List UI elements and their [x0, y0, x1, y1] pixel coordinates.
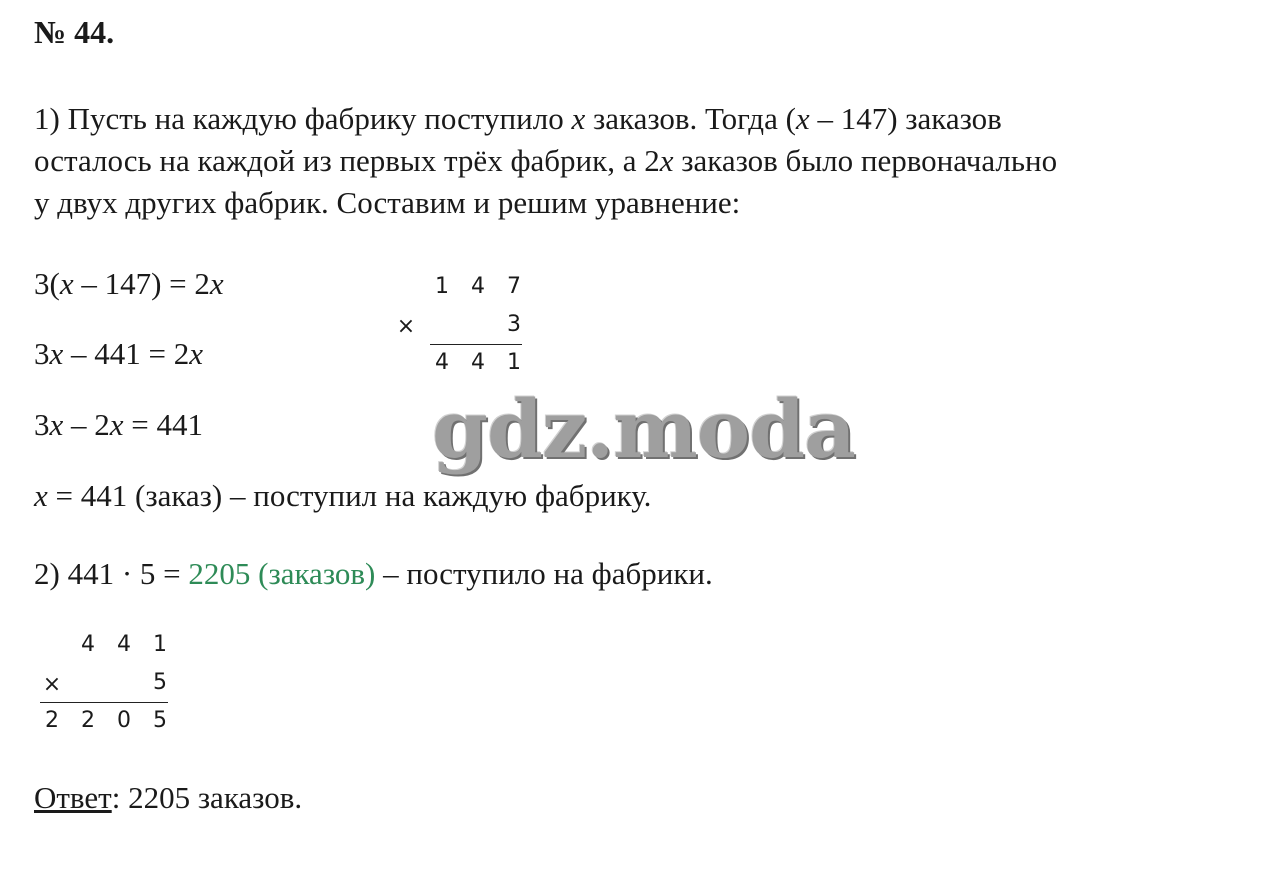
- digit: 4: [471, 350, 485, 375]
- equation-2: [34, 336, 203, 372]
- variable-x: x: [209, 266, 224, 301]
- variable-x: x: [49, 336, 64, 371]
- eq-text: – 2: [63, 407, 110, 442]
- digit: 5: [153, 670, 167, 695]
- multiplication-rule: [430, 344, 522, 345]
- equation-4: [34, 478, 651, 514]
- variable-x: x: [59, 266, 74, 301]
- step2-result-highlight: 2205 (заказов): [188, 556, 376, 591]
- problem-number: № 44.: [34, 14, 115, 50]
- digit: 4: [435, 350, 449, 375]
- variable-x: x: [659, 143, 674, 178]
- statement-text: осталось на каждой из первых трёх фабрик, а 2: [34, 143, 660, 178]
- statement-line-2: [34, 140, 1234, 182]
- digit: 1: [435, 274, 449, 299]
- variable-x: x: [795, 101, 810, 136]
- multiply-sign: ×: [42, 672, 62, 697]
- statement-text: – 147) заказов: [809, 101, 1002, 136]
- answer-text: : 2205 заказов.: [111, 780, 303, 815]
- eq-text: 3(: [34, 266, 60, 301]
- eq-text: = 441: [123, 407, 204, 442]
- statement-line-3: у двух других фабрик. Составим и решим уравнение:: [34, 185, 741, 220]
- statement-line-1: [34, 98, 1234, 140]
- answer-label: Ответ: [34, 780, 112, 815]
- digit: 2: [81, 708, 95, 733]
- digit: 1: [507, 350, 521, 375]
- answer-line: [34, 780, 302, 816]
- variable-x: x: [189, 336, 204, 371]
- multiplication-rule: [40, 702, 168, 703]
- step-2-line: [34, 556, 713, 592]
- variable-x: x: [571, 101, 586, 136]
- variable-x: x: [34, 478, 48, 513]
- statement-text: заказов. Тогда (: [585, 101, 796, 136]
- digit: 4: [117, 632, 131, 657]
- eq-text: = 441 (заказ) – поступил на каждую фабрику.: [47, 478, 652, 513]
- equation-3: [34, 407, 203, 443]
- problem-statement: [34, 98, 1234, 224]
- digit: 0: [117, 708, 131, 733]
- eq-text: – 147) = 2: [73, 266, 210, 301]
- column-multiplication-1: [396, 274, 534, 384]
- step2-text: – поступило на фабрики.: [375, 556, 713, 591]
- digit: 1: [153, 632, 167, 657]
- variable-x: x: [49, 407, 64, 442]
- multiply-sign: ×: [396, 314, 416, 339]
- digit: 7: [507, 274, 521, 299]
- digit: 3: [507, 312, 521, 337]
- eq-text: 3: [34, 336, 50, 371]
- statement-text: 1) Пусть на каждую фабрику поступило: [34, 101, 572, 136]
- eq-text: 3: [34, 407, 50, 442]
- digit: 4: [81, 632, 95, 657]
- step2-text: 2) 441 · 5 =: [34, 556, 189, 591]
- digit: 5: [153, 708, 167, 733]
- digit: 4: [471, 274, 485, 299]
- column-multiplication-2: [34, 632, 184, 742]
- variable-x: x: [109, 407, 124, 442]
- digit: 2: [45, 708, 59, 733]
- eq-text: – 441 = 2: [63, 336, 190, 371]
- statement-text: заказов было первоначально: [673, 143, 1058, 178]
- equation-1: [34, 266, 224, 302]
- watermark-logo: gdz.moda: [432, 382, 855, 476]
